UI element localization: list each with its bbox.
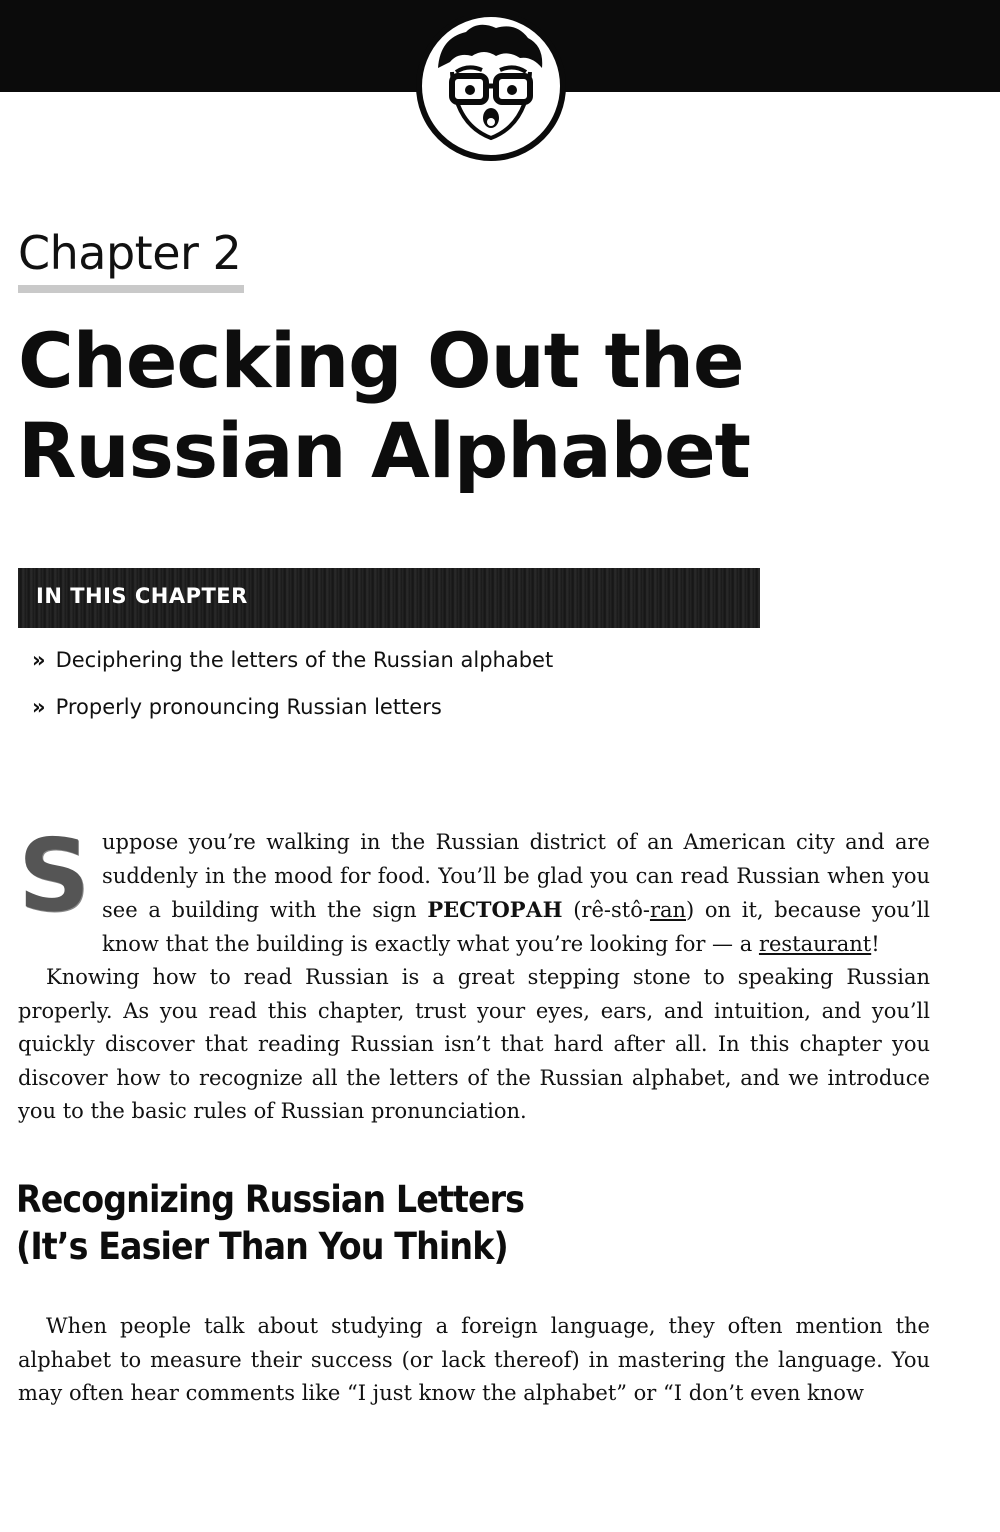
intro-text: uppose you’re walking in the Russian district of an American city and are suddenly in the mood for food. You’ll be glad you can read Russian when you see a building with the sign — [102, 830, 930, 922]
in-this-chapter-banner — [18, 568, 760, 628]
pronunciation-text: (rê-stô- — [562, 898, 650, 922]
bullet-mark: » — [32, 648, 46, 672]
in-this-chapter-label: IN THIS CHAPTER — [36, 584, 248, 608]
chapter-title-line-2: Russian Alphabet — [18, 406, 750, 495]
section-heading-line-1: Recognizing Russian Letters — [16, 1178, 525, 1221]
chapter-body — [18, 817, 930, 1129]
chapter-topic-text: Deciphering the letters of the Russian alphabet — [55, 648, 554, 672]
intro-text-continued: ) on it, because you’ll know that the building is exactly what you’re looking for — a — [102, 898, 930, 956]
body-paragraph: Knowing how to read Russian is a great stepping stone to speaking Russian properly. As you read this chapter, trust your eyes, ears, and intuition, and you’ll quickly discover that reading Russian isn’t that hard after all. In this chapter you discover how to recognize all the letters of the Russian alphabet, and we introduce you to the basic rules of Russian pronunciation. — [18, 965, 930, 1123]
word-meaning: restaurant — [758, 931, 872, 956]
drop-cap: S — [18, 817, 91, 934]
chapter-topic-item — [32, 695, 442, 719]
intro-text-end: ! — [871, 931, 880, 956]
dummies-guy-logo-icon — [408, 16, 574, 166]
bullet-mark: » — [32, 695, 46, 719]
chapter-label: Chapter 2 — [18, 226, 242, 280]
section-paragraph: When people talk about studying a foreign language, they often mention the alphabet to measure their success (or lack thereof) in mastering the language. You may often hear comments like “I just know the alphabet” or “I don’t even know — [18, 1314, 930, 1405]
chapter-label-rule — [18, 285, 244, 293]
russian-word: РЕСТОРАН — [427, 897, 563, 922]
chapter-title — [18, 316, 918, 496]
chapter-topic-item — [32, 648, 553, 672]
section-heading — [16, 1176, 826, 1270]
chapter-title-line-1: Checking Out the — [18, 316, 744, 405]
stressed-syllable: ran — [649, 898, 687, 922]
section-heading-line-2: (It’s Easier Than You Think) — [16, 1225, 508, 1268]
intro-paragraph — [18, 817, 930, 961]
chapter-topic-text: Properly pronouncing Russian letters — [55, 695, 442, 719]
